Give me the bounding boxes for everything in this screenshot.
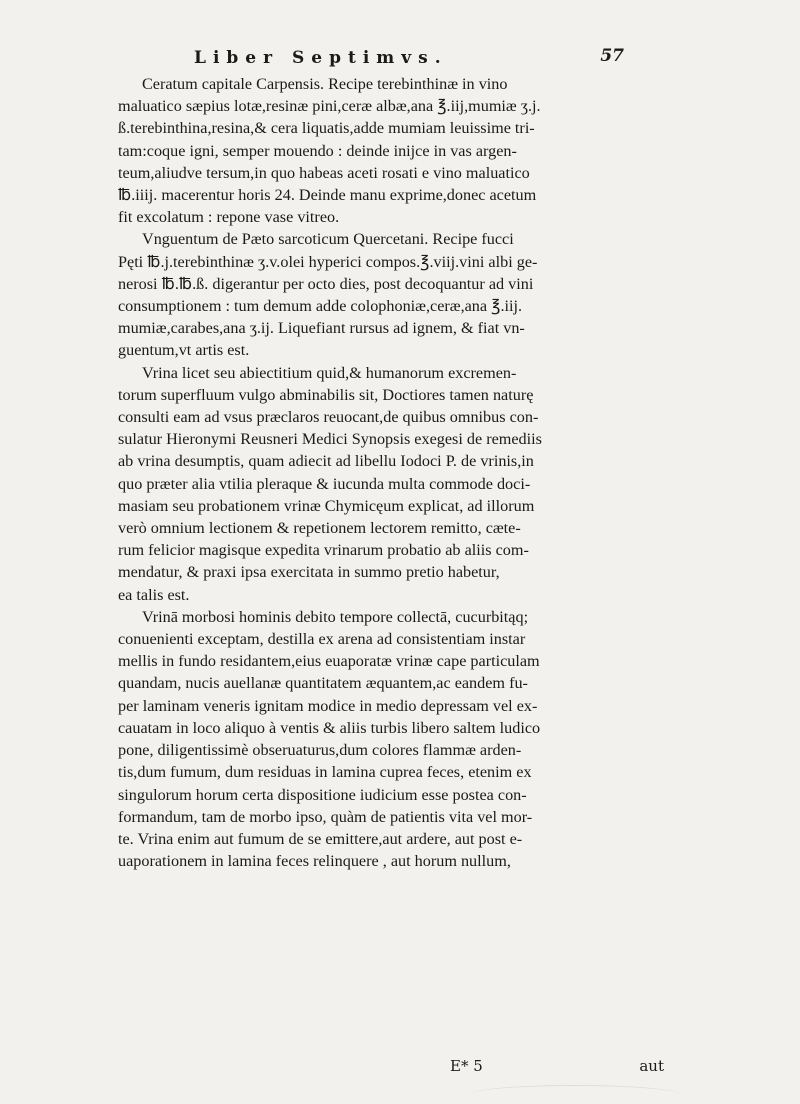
text-line: uaporationem in lamina feces relinquere , aut horum nullum, (118, 852, 511, 871)
text-line: consumptionem : tum demum adde colophoniæ,ceræ,ana ℥.iij. (118, 297, 523, 316)
text-line: teum,aliudve tersum,in quo habeas aceti rosati e vino maluatico (118, 163, 530, 182)
text-line: tam:coque igni, semper mouendo : deinde inijce in vas argen- (118, 141, 517, 160)
text-line: mellis in fundo residantem,eius euaporatæ vrinæ cape particulam (118, 652, 540, 671)
text-line: per laminam veneris ignitam modice in medio depressam vel ex- (118, 696, 538, 715)
text-line: singulorum horum certa dispositione iudicium esse postea con- (118, 785, 527, 804)
paragraph-ceratum (118, 73, 664, 228)
text-line: Vnguentum de Pæto sarcoticum Quercetani. Recipe fucci (142, 230, 514, 249)
body-text (118, 73, 664, 872)
text-line: sulatur Hieronymi Reusneri Medici Synopsis exegesi de remediis (118, 430, 542, 449)
text-line: consulti eam ad vsus præclaros reuocant,de quibus omnibus con- (118, 408, 539, 427)
text-line: verò omnium lectionem & repetionem lectorem remitto, cæte- (118, 519, 521, 538)
text-line: Pęti ℔.j.terebinthinæ ʒ.v.olei hyperici compos.℥.viij.vini albi ge- (118, 252, 538, 271)
text-line: nerosi ℔.℔.ß. digerantur per octo dies, post decoquantur ad vini (118, 274, 534, 293)
text-line: formandum, tam de morbo ipso, quàm de patientis vita vel mor- (118, 807, 533, 826)
text-line: quo præter alia vtilia pleraque & iucunda multa commode doci- (118, 474, 531, 493)
page-header (160, 44, 624, 74)
text-line: ab vrina desumptis, quam adiecit ad libellu Iodoci P. de vrinis,in (118, 452, 534, 471)
text-line: rum felicior magisque expedita vrinarum probatio ab aliis com- (118, 541, 529, 560)
text-line: ℔.iiij. macerentur horis 24. Deinde manu exprime,donec acetum (118, 186, 537, 205)
text-line: guentum,vt artis est. (118, 341, 250, 360)
text-line: fit excolatum : repone vase vitreo. (118, 208, 340, 227)
page-footer (118, 1057, 664, 1081)
signature-mark: E* 5 (450, 1057, 483, 1075)
page-number: 57 (600, 46, 624, 66)
text-line: maluatico sæpius lotæ,resinæ pini,ceræ albæ,ana ℥.iij,mumiæ ʒ.j. (118, 97, 541, 116)
text-line: mendatur, & praxi ipsa exercitata in summo pretio habetur, (118, 563, 500, 582)
paragraph-vnguentum (118, 228, 664, 361)
running-head: Liber Septimvs. (194, 48, 448, 68)
catchword: aut (639, 1057, 664, 1075)
text-line: torum superfluum vulgo abminabilis sit, Doctiores tamen naturę (118, 385, 534, 404)
text-line: masiam seu probationem vrinæ Chymicęum explicat, ad illorum (118, 496, 535, 515)
text-line: Vrina licet seu abiectitium quid,& humanorum excremen- (142, 363, 517, 382)
text-line: tis,dum fumum, dum residuas in lamina cuprea feces, etenim ex (118, 763, 532, 782)
text-line: mumiæ,carabes,ana ʒ.ij. Liquefiant rursus ad ignem, & fiat vn- (118, 319, 525, 338)
text-line: Vrinā morbosi hominis debito tempore collectā, cucurbitąq; (142, 607, 529, 626)
text-line: cauatam in loco aliquo à ventis & aliis turbis libero saltem ludico (118, 718, 541, 737)
text-line: quandam, nucis auellanæ quantitatem æquantem,ac eandem fu- (118, 674, 528, 693)
paragraph-vrina-morbosi (118, 606, 664, 872)
paragraph-vrina-licet (118, 362, 664, 606)
text-line: ß.terebinthina,resina,& cera liquatis,adde mumiam leuissime tri- (118, 119, 535, 138)
text-line: te. Vrina enim aut fumum de se emittere,aut ardere, aut post e- (118, 829, 523, 848)
paper-crease (470, 1085, 680, 1104)
text-line: pone, diligentissimè obseruaturus,dum colores flammæ arden- (118, 741, 522, 760)
text-line: ea talis est. (118, 585, 190, 604)
text-line: Ceratum capitale Carpensis. Recipe terebinthinæ in vino (142, 75, 508, 93)
text-line: conuenienti exceptam, destilla ex arena ad consistentiam instar (118, 630, 526, 649)
